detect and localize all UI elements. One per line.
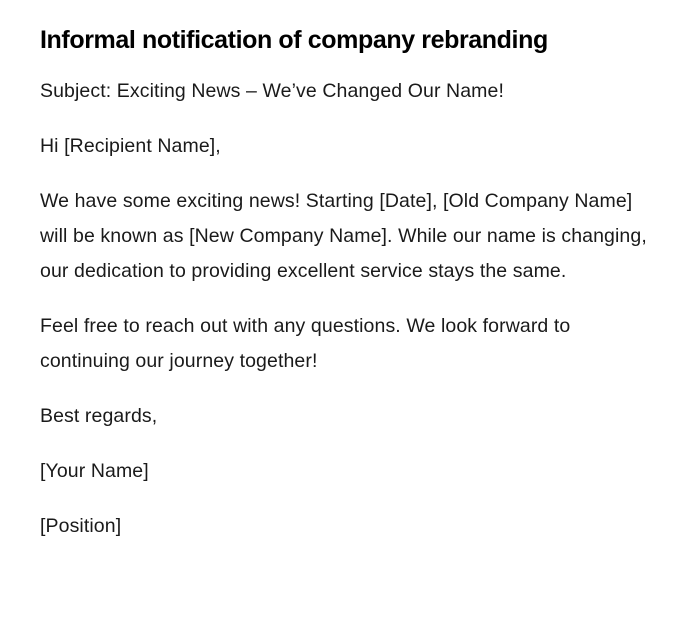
- body-paragraph-announcement: We have some exciting news! Starting [Date], [Old Company Name] will be known as [New Company Name]. While our name is changing, our dedication to providing excellent service stays the same.: [40, 190, 647, 282]
- document-page: [40, 22, 650, 564]
- email-subject: Subject: Exciting News – We’ve Changed Our Name!: [40, 80, 504, 102]
- closing: Best regards,: [40, 405, 158, 427]
- body-paragraph-contact: Feel free to reach out with any questions. We look forward to continuing our journey together!: [40, 315, 571, 372]
- greeting: Hi [Recipient Name],: [40, 135, 221, 157]
- document-title: Informal notification of company rebranding: [40, 26, 548, 54]
- signature-name: [Your Name]: [40, 460, 149, 482]
- signature-position: [Position]: [40, 515, 122, 537]
